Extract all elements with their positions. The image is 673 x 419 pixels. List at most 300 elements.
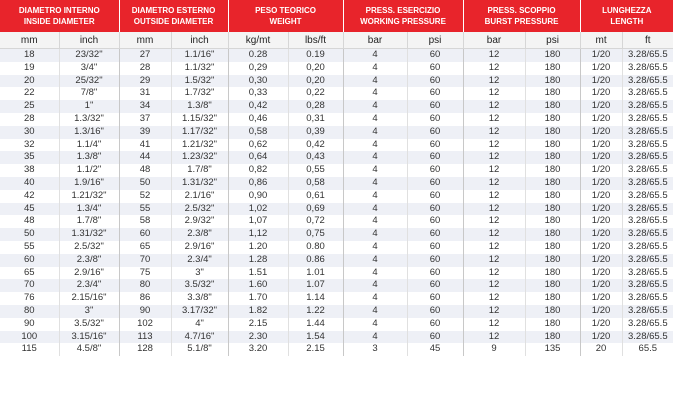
- unit-header: bar: [463, 32, 525, 49]
- table-cell: 1.15/32": [171, 113, 228, 126]
- table-cell: 1,02: [228, 203, 288, 216]
- table-cell: 1/20: [580, 164, 622, 177]
- table-cell: 4: [343, 177, 407, 190]
- table-cell: 180: [525, 190, 580, 203]
- table-row: [0, 343, 673, 356]
- table-cell: 4: [343, 75, 407, 88]
- table-cell: 55: [119, 203, 171, 216]
- table-cell: 86: [119, 292, 171, 305]
- table-cell: 4: [343, 305, 407, 318]
- table-row: [0, 139, 673, 152]
- table-cell: 1.82: [228, 305, 288, 318]
- table-cell: 115: [0, 343, 59, 356]
- group-header-line2: WEIGHT: [269, 17, 302, 26]
- table-cell: 60: [407, 75, 463, 88]
- table-cell: 0,42: [228, 100, 288, 113]
- group-header: [580, 0, 673, 32]
- table-row: [0, 331, 673, 344]
- table-cell: 0,22: [288, 87, 343, 100]
- table-cell: 9: [463, 343, 525, 356]
- table-cell: 180: [525, 75, 580, 88]
- table-cell: 180: [525, 203, 580, 216]
- table-cell: 1/20: [580, 203, 622, 216]
- table-cell: 4: [343, 241, 407, 254]
- table-cell: 180: [525, 126, 580, 139]
- table-cell: 2.9/16": [171, 241, 228, 254]
- table-cell: 1/20: [580, 87, 622, 100]
- table-cell: 65.5: [622, 343, 673, 356]
- table-cell: 1.54: [288, 331, 343, 344]
- table-cell: 1.1/32": [171, 62, 228, 75]
- table-cell: 1.23/32": [171, 151, 228, 164]
- table-cell: 100: [0, 331, 59, 344]
- table-cell: 0,69: [288, 203, 343, 216]
- table-cell: 28: [0, 113, 59, 126]
- group-header: [343, 0, 463, 32]
- table-cell: 12: [463, 228, 525, 241]
- table-cell: 4: [343, 126, 407, 139]
- unit-header: kg/mt: [228, 32, 288, 49]
- table-cell: 44: [119, 151, 171, 164]
- table-cell: 20: [0, 75, 59, 88]
- table-cell: 60: [407, 254, 463, 267]
- table-cell: 3.28/65.5: [622, 305, 673, 318]
- table-cell: 3.20: [228, 343, 288, 356]
- table-cell: 4: [343, 139, 407, 152]
- table-cell: 90: [0, 318, 59, 331]
- table-cell: 50: [0, 228, 59, 241]
- table-cell: 3.28/65.5: [622, 203, 673, 216]
- table-cell: 12: [463, 305, 525, 318]
- table-cell: 12: [463, 267, 525, 280]
- table-cell: 0,61: [288, 190, 343, 203]
- table-cell: 0,43: [288, 151, 343, 164]
- table-cell: 3.3/8": [171, 292, 228, 305]
- table-cell: 76: [0, 292, 59, 305]
- unit-header: lbs/ft: [288, 32, 343, 49]
- table-cell: 1.44: [288, 318, 343, 331]
- table-cell: 18: [0, 49, 59, 62]
- table-cell: 1/20: [580, 215, 622, 228]
- table-cell: 1.9/16": [59, 177, 119, 190]
- table-cell: 60: [407, 305, 463, 318]
- table-row: [0, 279, 673, 292]
- table-cell: 70: [119, 254, 171, 267]
- table-cell: 1.7/32": [171, 87, 228, 100]
- table-cell: 1/20: [580, 190, 622, 203]
- group-header: [463, 0, 580, 32]
- table-cell: 1.70: [228, 292, 288, 305]
- table-cell: 0,30: [228, 75, 288, 88]
- table-cell: 4: [343, 151, 407, 164]
- table-cell: 4: [343, 62, 407, 75]
- table-cell: 2.1/16": [171, 190, 228, 203]
- table-cell: 12: [463, 151, 525, 164]
- table-cell: 180: [525, 267, 580, 280]
- table-cell: 1.28: [228, 254, 288, 267]
- table-cell: 1.60: [228, 279, 288, 292]
- table-cell: 0,86: [228, 177, 288, 190]
- table-cell: 4: [343, 100, 407, 113]
- table-cell: 1/20: [580, 139, 622, 152]
- table-cell: 38: [0, 164, 59, 177]
- table-cell: 180: [525, 318, 580, 331]
- group-header-line1: DIAMETRO INTERNO: [18, 6, 100, 15]
- table-cell: 0.28: [228, 49, 288, 62]
- table-cell: 12: [463, 100, 525, 113]
- table-cell: 60: [407, 62, 463, 75]
- table-cell: 1.07: [288, 279, 343, 292]
- table-cell: 3.28/65.5: [622, 113, 673, 126]
- table-cell: 0,55: [288, 164, 343, 177]
- table-cell: 0,64: [228, 151, 288, 164]
- table-cell: 55: [0, 241, 59, 254]
- table-cell: 65: [0, 267, 59, 280]
- table-cell: 1": [59, 100, 119, 113]
- table-cell: 2.3/8": [59, 254, 119, 267]
- table-row: [0, 177, 673, 190]
- group-header-line1: PESO TEORICO: [255, 6, 316, 15]
- table-cell: 60: [407, 318, 463, 331]
- table-cell: 28: [119, 62, 171, 75]
- table-cell: 4: [343, 164, 407, 177]
- table-cell: 2.3/8": [171, 228, 228, 241]
- table-cell: 2.5/32": [171, 203, 228, 216]
- table-cell: 0,75: [288, 228, 343, 241]
- table-cell: 3.28/65.5: [622, 75, 673, 88]
- table-cell: 1/20: [580, 100, 622, 113]
- unit-header: psi: [525, 32, 580, 49]
- table-cell: 12: [463, 318, 525, 331]
- table-cell: 48: [119, 164, 171, 177]
- group-header-line2: LENGTH: [610, 17, 644, 26]
- table-row: [0, 100, 673, 113]
- table-cell: 1.14: [288, 292, 343, 305]
- table-cell: 0,58: [228, 126, 288, 139]
- table-cell: 1/20: [580, 126, 622, 139]
- table-cell: 20: [580, 343, 622, 356]
- table-cell: 1/20: [580, 49, 622, 62]
- unit-header: inch: [59, 32, 119, 49]
- table-cell: 60: [407, 279, 463, 292]
- table-cell: 0,31: [288, 113, 343, 126]
- table-cell: 3.28/65.5: [622, 62, 673, 75]
- table-cell: 12: [463, 203, 525, 216]
- table-cell: 180: [525, 215, 580, 228]
- table-cell: 42: [0, 190, 59, 203]
- table-row: [0, 215, 673, 228]
- table-cell: 60: [407, 151, 463, 164]
- table-cell: 70: [0, 279, 59, 292]
- table-cell: 1.22: [288, 305, 343, 318]
- table-cell: 0.86: [288, 254, 343, 267]
- table-cell: 60: [407, 190, 463, 203]
- table-cell: 1.7/8": [171, 164, 228, 177]
- table-cell: 0,72: [288, 215, 343, 228]
- table-cell: 1.20: [228, 241, 288, 254]
- table-cell: 3.28/65.5: [622, 139, 673, 152]
- table-cell: 3.28/65.5: [622, 87, 673, 100]
- table-cell: 0,33: [228, 87, 288, 100]
- table-cell: 3.17/32": [171, 305, 228, 318]
- unit-header: mt: [580, 32, 622, 49]
- table-cell: 3.5/32": [59, 318, 119, 331]
- table-cell: 1/20: [580, 75, 622, 88]
- table-row: [0, 254, 673, 267]
- table-cell: 80: [0, 305, 59, 318]
- table-cell: 0,46: [228, 113, 288, 126]
- table-cell: 3.5/32": [171, 279, 228, 292]
- table-cell: 4: [343, 254, 407, 267]
- table-cell: 4: [343, 203, 407, 216]
- table-cell: 12: [463, 126, 525, 139]
- table-cell: 1/20: [580, 177, 622, 190]
- table-cell: 12: [463, 177, 525, 190]
- table-cell: 1/20: [580, 151, 622, 164]
- table-cell: 135: [525, 343, 580, 356]
- table-cell: 3.28/65.5: [622, 331, 673, 344]
- table-cell: 60: [407, 203, 463, 216]
- table-cell: 3.15/16": [59, 331, 119, 344]
- table-cell: 1/20: [580, 279, 622, 292]
- table-cell: 0,20: [288, 62, 343, 75]
- table-cell: 90: [119, 305, 171, 318]
- table-cell: 60: [407, 113, 463, 126]
- table-cell: 180: [525, 254, 580, 267]
- table-cell: 25/32": [59, 75, 119, 88]
- table-cell: 3.28/65.5: [622, 49, 673, 62]
- group-header: [228, 0, 343, 32]
- table-cell: 3.28/65.5: [622, 279, 673, 292]
- table-cell: 2.9/32": [171, 215, 228, 228]
- table-cell: 180: [525, 62, 580, 75]
- table-cell: 180: [525, 228, 580, 241]
- table-cell: 0,58: [288, 177, 343, 190]
- table-cell: 4.7/16": [171, 331, 228, 344]
- table-cell: 1/20: [580, 62, 622, 75]
- table-row: [0, 151, 673, 164]
- table-cell: 4: [343, 331, 407, 344]
- table-cell: 1.1/2": [59, 164, 119, 177]
- table-cell: 1.1/4": [59, 139, 119, 152]
- group-header-line2: INSIDE DIAMETER: [23, 17, 95, 26]
- table-cell: 3.28/65.5: [622, 318, 673, 331]
- unit-header: ft: [622, 32, 673, 49]
- table-cell: 3.28/65.5: [622, 164, 673, 177]
- group-header-line1: PRESS. SCOPPIO: [487, 6, 556, 15]
- table-cell: 3/4": [59, 62, 119, 75]
- table-cell: 3.28/65.5: [622, 228, 673, 241]
- table-cell: 3.28/65.5: [622, 151, 673, 164]
- table-cell: 180: [525, 177, 580, 190]
- group-header-line1: DIAMETRO ESTERNO: [131, 6, 216, 15]
- table-cell: 60: [407, 215, 463, 228]
- unit-header: psi: [407, 32, 463, 49]
- group-header: [0, 0, 119, 32]
- table-cell: 39: [119, 126, 171, 139]
- table-cell: 1.1/16": [171, 49, 228, 62]
- table-cell: 80: [119, 279, 171, 292]
- table-cell: 0,28: [288, 100, 343, 113]
- table-cell: 22: [0, 87, 59, 100]
- table-cell: 29: [119, 75, 171, 88]
- table-row: [0, 190, 673, 203]
- table-cell: 180: [525, 113, 580, 126]
- table-cell: 60: [407, 100, 463, 113]
- table-cell: 31: [119, 87, 171, 100]
- table-cell: 4.5/8": [59, 343, 119, 356]
- table-cell: 2.15/16": [59, 292, 119, 305]
- table-cell: 60: [119, 228, 171, 241]
- table-cell: 12: [463, 139, 525, 152]
- table-cell: 1,07: [228, 215, 288, 228]
- table-cell: 128: [119, 343, 171, 356]
- table-cell: 2.30: [228, 331, 288, 344]
- table-cell: 1.31/32": [171, 177, 228, 190]
- group-header-line2: OUTSIDE DIAMETER: [133, 17, 214, 26]
- table-cell: 1/20: [580, 113, 622, 126]
- table-cell: 4: [343, 279, 407, 292]
- table-cell: 4: [343, 228, 407, 241]
- table-cell: 4: [343, 49, 407, 62]
- table-cell: 4: [343, 318, 407, 331]
- table-cell: 3.28/65.5: [622, 254, 673, 267]
- table-cell: 3.28/65.5: [622, 190, 673, 203]
- table-cell: 0,90: [228, 190, 288, 203]
- table-cell: 0,42: [288, 139, 343, 152]
- table-cell: 180: [525, 49, 580, 62]
- table-row: [0, 164, 673, 177]
- table-cell: 3.28/65.5: [622, 100, 673, 113]
- table-cell: 1/20: [580, 318, 622, 331]
- table-cell: 41: [119, 139, 171, 152]
- table-cell: 65: [119, 241, 171, 254]
- unit-header: mm: [119, 32, 171, 49]
- table-cell: 27: [119, 49, 171, 62]
- table-cell: 113: [119, 331, 171, 344]
- table-cell: 3: [343, 343, 407, 356]
- table-cell: 4: [343, 87, 407, 100]
- table-cell: 0.80: [288, 241, 343, 254]
- table-cell: 1.3/4": [59, 203, 119, 216]
- table-cell: 0,29: [228, 62, 288, 75]
- table-cell: 50: [119, 177, 171, 190]
- table-cell: 60: [407, 292, 463, 305]
- table-cell: 4: [343, 292, 407, 305]
- table-cell: 3.28/65.5: [622, 241, 673, 254]
- table-cell: 75: [119, 267, 171, 280]
- table-cell: 180: [525, 279, 580, 292]
- table-cell: 12: [463, 331, 525, 344]
- table-cell: 3.28/65.5: [622, 267, 673, 280]
- table-cell: 12: [463, 87, 525, 100]
- table-cell: 1.17/32": [171, 126, 228, 139]
- table-cell: 34: [119, 100, 171, 113]
- table-cell: 1.51: [228, 267, 288, 280]
- table-row: [0, 305, 673, 318]
- table-cell: 12: [463, 292, 525, 305]
- table-cell: 12: [463, 215, 525, 228]
- table-cell: 3": [59, 305, 119, 318]
- table-cell: 1.3/16": [59, 126, 119, 139]
- table-row: [0, 292, 673, 305]
- table-cell: 3": [171, 267, 228, 280]
- table-cell: 60: [407, 164, 463, 177]
- table-cell: 0,20: [288, 75, 343, 88]
- table-cell: 3.28/65.5: [622, 126, 673, 139]
- table-cell: 3.28/65.5: [622, 177, 673, 190]
- table-cell: 180: [525, 100, 580, 113]
- table-cell: 19: [0, 62, 59, 75]
- table-cell: 12: [463, 62, 525, 75]
- table-cell: 23/32": [59, 49, 119, 62]
- table-cell: 3.28/65.5: [622, 215, 673, 228]
- group-header-line2: WORKING PRESSURE: [360, 17, 446, 26]
- table-cell: 35: [0, 151, 59, 164]
- table-cell: 1/20: [580, 331, 622, 344]
- table-cell: 1,12: [228, 228, 288, 241]
- table-row: [0, 87, 673, 100]
- table-cell: 1.5/32": [171, 75, 228, 88]
- table-cell: 12: [463, 241, 525, 254]
- table-cell: 60: [407, 331, 463, 344]
- table-cell: 7/8": [59, 87, 119, 100]
- table-cell: 180: [525, 305, 580, 318]
- table-row: [0, 113, 673, 126]
- table-cell: 2.15: [228, 318, 288, 331]
- table-cell: 12: [463, 190, 525, 203]
- table-cell: 25: [0, 100, 59, 113]
- table-cell: 60: [407, 126, 463, 139]
- table-cell: 58: [119, 215, 171, 228]
- table-row: [0, 318, 673, 331]
- table-cell: 180: [525, 292, 580, 305]
- table-row: [0, 126, 673, 139]
- table-cell: 1.21/32": [59, 190, 119, 203]
- table-cell: 40: [0, 177, 59, 190]
- table-cell: 4: [343, 113, 407, 126]
- table-cell: 1.01: [288, 267, 343, 280]
- table-cell: 1.21/32": [171, 139, 228, 152]
- table-cell: 4: [343, 215, 407, 228]
- table-cell: 0,62: [228, 139, 288, 152]
- table-cell: 1/20: [580, 305, 622, 318]
- table-row: [0, 75, 673, 88]
- table-cell: 180: [525, 87, 580, 100]
- table-cell: 2.15: [288, 343, 343, 356]
- table-cell: 2.9/16": [59, 267, 119, 280]
- unit-header: bar: [343, 32, 407, 49]
- table-cell: 1/20: [580, 292, 622, 305]
- table-cell: 102: [119, 318, 171, 331]
- table-cell: 180: [525, 139, 580, 152]
- table-cell: 12: [463, 279, 525, 292]
- table-cell: 180: [525, 164, 580, 177]
- table-cell: 60: [407, 49, 463, 62]
- table-cell: 60: [0, 254, 59, 267]
- table-cell: 1/20: [580, 228, 622, 241]
- table-cell: 12: [463, 254, 525, 267]
- table-cell: 5.1/8": [171, 343, 228, 356]
- table-cell: 1.7/8": [59, 215, 119, 228]
- table-row: [0, 228, 673, 241]
- table-cell: 1.3/32": [59, 113, 119, 126]
- table-row: [0, 203, 673, 216]
- group-header-line2: BURST PRESSURE: [484, 17, 559, 26]
- table-row: [0, 62, 673, 75]
- table-row: [0, 241, 673, 254]
- table-cell: 180: [525, 241, 580, 254]
